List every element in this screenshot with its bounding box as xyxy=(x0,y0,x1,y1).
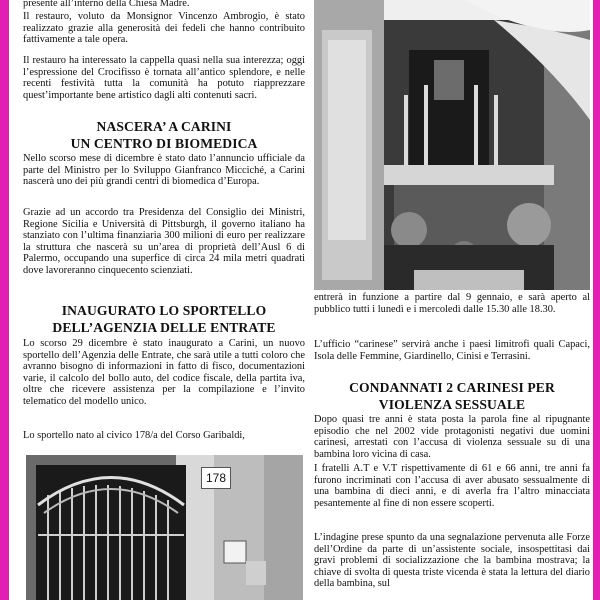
photo-agency-entrance xyxy=(26,455,303,600)
article-title-condanna-line1: CONDANNATI 2 CARINESI PER xyxy=(349,380,555,395)
article-title-sportello-line2: DELL’AGENZIA DELLE ENTRATE xyxy=(52,320,276,335)
article-title-biomedica-line2: UN CENTRO DI BIOMEDICA xyxy=(70,136,258,151)
sportello-paragraph-2: Lo sportello nato al civico 178/a del Corso Garibaldi, xyxy=(23,430,245,441)
intro-paragraph-2: Il restauro ha interessato la cappella quasi nella sua interezza; oggi l’espressione del Crocifisso è tornata all’antico splendore, e nelle recenti festività tutta la comunità ha potuto riapprezzare quest’importante bene artistico dagli alti contenuti sacri. xyxy=(23,55,305,101)
biomedica-paragraph-2: Grazie ad un accordo tra Presidenza del Consiglio dei Ministri, Regione Sicilia e Università di Pittsburgh, il governo italiano ha stanziato con l’ultima finanziaria 300 milioni di euro per realizzare la struttura che nascerà su un’area di proprietà dell’Ausl 6 di Palermo, occupando una superfice di circa 24 mila metri quadrati dove lavoreranno cinquecento scienziati. xyxy=(23,207,305,276)
sportello-continuation-1: entrerà in funzione a partire dal 9 gennaio, e sarà aperto al pubblico tutti i lunedì e i mercoledì dalle 15.30 alle 18.30. xyxy=(314,292,590,315)
intro-line: presente all’interno della Chiesa Madre. xyxy=(23,0,190,9)
civic-number-sign: 178 xyxy=(201,467,231,489)
photo-chapel-crucifix xyxy=(314,0,590,290)
sportello-continuation-2: L’ufficio “carinese” servirà anche i paesi limitrofi quali Capaci, Isola delle Femmine, Giardinello, Cinisi e Terrasini. xyxy=(314,339,590,362)
condanna-paragraph-3: L’indagine prese spunto da una segnalazione pervenuta alle Forze dell’Ordine da parte di un’assistente sociale, insospettitasi dai gravi problemi di socializzazione che la bambina mostrava; la chiave di svolta di questa triste vicenda è stata la lettura del diario della bambina, sul xyxy=(314,532,590,589)
article-title-sportello-line1: INAUGURATO LO SPORTELLO xyxy=(61,303,267,318)
article-title-biomedica-line1: NASCERA’ A CARINI xyxy=(96,119,232,134)
sportello-paragraph-1: Lo scorso 29 dicembre è stato inaugurato a Carini, un nuovo sportello dell’Agenzia delle Entrate, che sarà utile a tutti coloro che avranno bisogno di informazioni in fatto di fisco, documentazioni varie, il calcolo del bollo auto, del codice fiscale, della partita iva, oltre che ricevere assistenza per la compilazione e l’invito telematico del modello unico. xyxy=(23,338,305,407)
condanna-paragraph-1: Dopo quasi tre anni è stata posta la parola fine al ripugnante episodio che nel 2002 vide protagonisti negativi due uomini carinesi, arrestati con l’accusa di violenza sessuale su di una bambina loro vicina di casa. xyxy=(314,414,590,460)
condanna-paragraph-2: I fratelli A.T e V.T rispettivamente di 61 e 66 anni, tre anni fa furono incriminati con l’accusa di aver abusato sessualmente di una bambina di dieci anni, e di averla fra l’altro minacciata pesantemente al fine di non essere scoperti. xyxy=(314,463,590,509)
newspaper-page xyxy=(9,0,593,600)
intro-paragraph-1: Il restauro, voluto da Monsignor Vincenzo Ambrogio, è stato realizzato grazie alla generosità dei fedeli che hanno contribuito fattivamente a tale opera. xyxy=(23,11,305,45)
article-title-condanna-line2: VIOLENZA SESSUALE xyxy=(378,397,526,412)
biomedica-paragraph-1: Nello scorso mese di dicembre è stato dato l’annuncio ufficiale da parte del Ministro per lo Sviluppo Gianfranco Micciché, a Carini nascerà uno dei più grandi centri di biomedica d’Europa. xyxy=(23,153,305,187)
